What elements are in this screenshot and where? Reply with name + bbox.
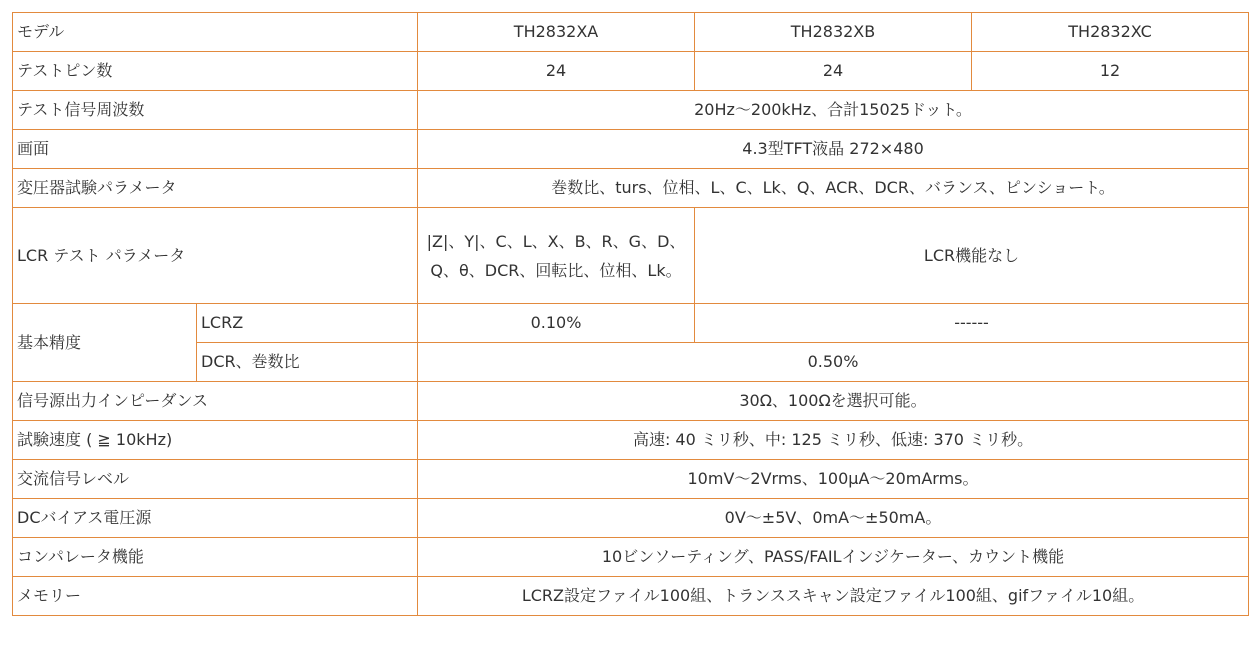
model-xc: TH2832XC <box>972 13 1249 52</box>
test-pins-xa: 24 <box>418 52 695 91</box>
accuracy-lcrz-xbxc: ------ <box>695 304 1249 343</box>
table-row <box>13 304 1249 343</box>
lcr-params-xbxc: LCR機能なし <box>695 208 1249 304</box>
table-row <box>13 421 1249 460</box>
table-row <box>13 343 1249 382</box>
display-value: 4.3型TFT液晶 272×480 <box>418 130 1249 169</box>
table-row <box>13 577 1249 616</box>
accuracy-dcr-label: DCR、巻数比 <box>197 343 418 382</box>
test-pins-label: テストピン数 <box>13 52 418 91</box>
transformer-params-value: 巻数比、turs、位相、L、C、Lk、Q、ACR、DCR、バランス、ピンショート。 <box>418 169 1249 208</box>
source-impedance-value: 30Ω、100Ωを選択可能。 <box>418 382 1249 421</box>
table-row <box>13 460 1249 499</box>
lcr-params-xa: |Z|、Y|、C、L、X、B、R、G、D、Q、θ、DCR、回転比、位相、Lk。 <box>426 231 686 280</box>
accuracy-lcrz-label: LCRZ <box>197 304 418 343</box>
accuracy-dcr-value: 0.50% <box>418 343 1249 382</box>
comparator-value: 10ビンソーティング、PASS/FAILインジケーター、カウント機能 <box>418 538 1249 577</box>
test-speed-value: 高速: 40 ミリ秒、中: 125 ミリ秒、低速: 370 ミリ秒。 <box>418 421 1249 460</box>
test-pins-xb: 24 <box>695 52 972 91</box>
table-row <box>13 169 1249 208</box>
accuracy-lcrz-xa: 0.10% <box>418 304 695 343</box>
test-freq-value: 20Hz〜200kHz、合計15025ドット。 <box>418 91 1249 130</box>
table-row <box>13 13 1249 52</box>
accuracy-label: 基本精度 <box>13 304 197 382</box>
lcr-params-label: LCR テスト パラメータ <box>13 208 418 304</box>
model-xa: TH2832XA <box>418 13 695 52</box>
test-freq-label: テスト信号周波数 <box>13 91 418 130</box>
table-row <box>13 499 1249 538</box>
table-row <box>13 382 1249 421</box>
dc-bias-value: 0V〜±5V、0mA〜±50mA。 <box>418 499 1249 538</box>
table-row <box>13 91 1249 130</box>
memory-value: LCRZ設定ファイル100組、トランススキャン設定ファイル100組、gifファイル10組。 <box>418 577 1249 616</box>
comparator-label: コンパレータ機能 <box>13 538 418 577</box>
dc-bias-label: DCバイアス電圧源 <box>13 499 418 538</box>
display-label: 画面 <box>13 130 418 169</box>
transformer-params-label: 変圧器試験パラメータ <box>13 169 418 208</box>
table-row <box>13 208 1249 304</box>
table-row <box>13 52 1249 91</box>
memory-label: メモリー <box>13 577 418 616</box>
ac-level-value: 10mV〜2Vrms、100μA〜20mArms。 <box>418 460 1249 499</box>
ac-level-label: 交流信号レベル <box>13 460 418 499</box>
test-pins-xc: 12 <box>972 52 1249 91</box>
lcr-params-xa-cell <box>418 208 695 304</box>
model-label: モデル <box>13 13 418 52</box>
spec-table <box>12 12 1249 616</box>
table-row <box>13 538 1249 577</box>
source-impedance-label: 信号源出力インピーダンス <box>13 382 418 421</box>
test-speed-label: 試験速度 ( ≧ 10kHz) <box>13 421 418 460</box>
model-xb: TH2832XB <box>695 13 972 52</box>
table-row <box>13 130 1249 169</box>
